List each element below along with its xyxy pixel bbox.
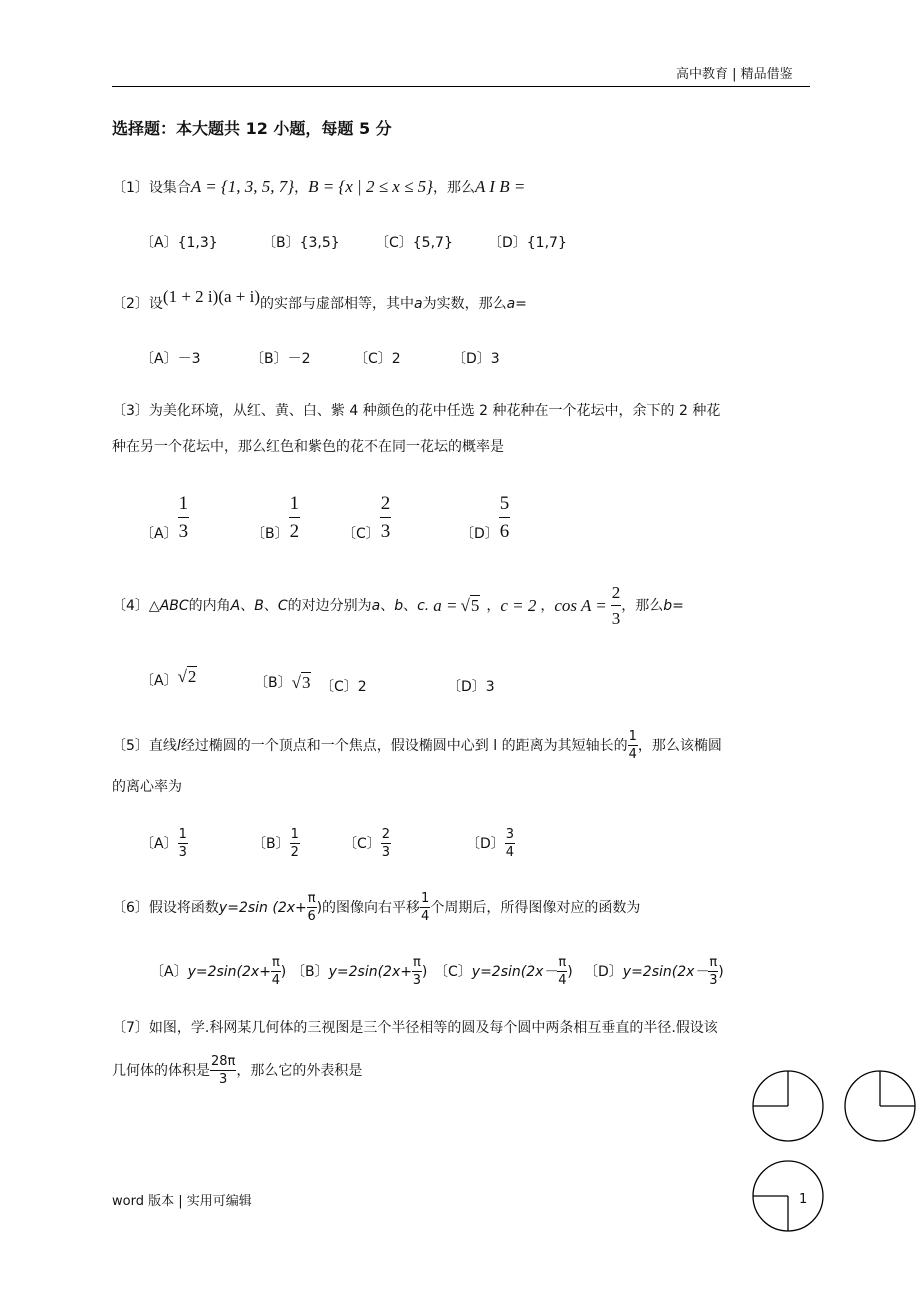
q6-option-d-den: 3 (709, 972, 718, 988)
q6-t1: 的图像向右平移 (322, 899, 421, 916)
q4-side-a: a (371, 597, 381, 614)
q5-option-a-label: 〔A〕 (140, 835, 178, 852)
q5-option-c (343, 828, 391, 859)
q6-option-b-den: 3 (412, 972, 422, 988)
question-5 (112, 730, 722, 761)
q6-frac-pi6 (307, 892, 317, 923)
q5-t1: 经过椭圆的一个顶点和一个焦点，假设椭圆中心到 l 的距离为其短轴长的 (180, 737, 628, 754)
q5-prefix: 〔5〕直线 (112, 737, 177, 754)
q5-option-b-label: 〔B〕 (252, 835, 290, 852)
q2-prefix: 〔2〕设 (112, 296, 163, 312)
q5-option-b-frac (290, 828, 300, 859)
three-view-figure (748, 1068, 920, 1252)
q6-option-c-close: ) (567, 963, 573, 980)
q6-option-d-num: π (709, 955, 718, 970)
q2-var-a: a (413, 296, 423, 312)
q2-suffix-a: 的实部与虚部相等，其中 (259, 296, 414, 312)
q4-prefix: 〔4〕△ (112, 597, 160, 614)
q6-option-b-num: π (412, 955, 421, 970)
q2-option-c: 〔C〕2 (354, 351, 401, 367)
q6-option-a-label: 〔A〕 (150, 963, 188, 980)
question-2 (112, 287, 527, 312)
q3-option-c-den: 3 (380, 520, 391, 542)
q1-option-b: 〔B〕{3,5} (262, 235, 340, 251)
q6-option-c-den: 4 (558, 972, 567, 988)
q6-option-c-num: π (558, 955, 567, 970)
q4-option-a-label: 〔A〕 (140, 672, 178, 689)
q7-volume-frac (210, 1055, 236, 1086)
q3-option-c (342, 494, 391, 542)
q6-option-c-fn: y=2sin(2x－ (471, 963, 558, 980)
q3-option-a-den: 3 (178, 520, 189, 542)
q4-option-b (254, 674, 311, 691)
q4-angle-c: C (277, 597, 288, 614)
q5-option-c-den: 3 (381, 844, 391, 860)
q5-option-d-label: 〔D〕 (466, 835, 505, 852)
q6-function: y=2sin (2x+ (218, 899, 307, 916)
q6-option-b-frac (412, 956, 422, 987)
q4-cos-num: 2 (611, 584, 622, 606)
page-number: 1 (799, 1192, 808, 1207)
q6-pi: π (307, 891, 316, 906)
q2-option-b: 〔B〕－2 (250, 351, 311, 367)
q4-comma2: ， (540, 597, 555, 614)
q2-suffix-b: 为实数，那么 (422, 296, 507, 312)
q7-line-2 (112, 1055, 362, 1086)
q6-option-a-close: ) (280, 963, 287, 980)
q4-side-c: c. (417, 597, 430, 614)
q1-sep: ， (294, 180, 309, 196)
q6-option-d-fn: y=2sin(2x－ (622, 963, 709, 980)
q6-option-b-fn: y=2sin(2x+ (328, 963, 412, 980)
q7-line-2-b: ，那么它的外表积是 (236, 1062, 363, 1079)
front-view (753, 1071, 823, 1141)
q5-frac (628, 730, 638, 761)
q1-expr: A I B = (474, 177, 526, 196)
q3-option-a-label: 〔A〕 (140, 525, 178, 542)
q5-option-d (466, 828, 515, 859)
q6-option-d (584, 956, 724, 987)
page-header: 高中教育 | 精品借鉴 (676, 67, 793, 82)
q3-option-c-label: 〔C〕 (342, 525, 380, 542)
q4-option-a-sqrt: √2 (177, 667, 197, 686)
q5-frac-den: 4 (628, 746, 637, 762)
q3-option-d-frac (499, 494, 511, 542)
q5-option-c-num: 2 (381, 827, 391, 842)
q3-option-b (251, 494, 300, 542)
q3-option-b-label: 〔B〕 (251, 525, 289, 542)
q6-option-a (150, 956, 286, 987)
q5-frac-num: 1 (628, 729, 637, 744)
q6-q-num: 1 (421, 891, 430, 906)
q5-option-a-den: 3 (178, 844, 187, 860)
q4-option-a-radicand: 2 (187, 667, 197, 686)
q3-option-a-num: 1 (178, 494, 190, 518)
q1-set-b: B = {x | 2 ≤ x ≤ 5} (308, 177, 433, 196)
q6-option-b-close: ) (421, 963, 428, 980)
question-1 (112, 178, 525, 195)
q1-option-d: 〔D〕{1,7} (488, 235, 567, 251)
q6-option-c-frac (557, 956, 567, 987)
q4-dot1: 、 (240, 597, 255, 614)
q5-option-b (252, 828, 300, 859)
page-footer: word 版本 | 实用可编辑 (112, 1194, 252, 1209)
q5-option-c-label: 〔C〕 (343, 835, 381, 852)
q5-line-2: 的离心率为 (112, 779, 182, 795)
q4-angle-a: A (230, 597, 241, 614)
q4-option-c: 〔C〕2 (320, 679, 367, 695)
q6-close: ) (316, 899, 323, 916)
q6-option-a-fn: y=2sin(2x+ (187, 963, 271, 980)
q3-option-d (460, 494, 510, 542)
q4-option-d: 〔D〕3 (447, 679, 495, 695)
q6-option-a-frac (271, 956, 281, 987)
q4-option-b-label: 〔B〕 (254, 674, 292, 691)
q3-option-d-num: 5 (499, 494, 511, 518)
q1-option-a: 〔A〕{1,3} (140, 235, 218, 251)
q4-dot4: 、 (403, 597, 418, 614)
side-view (845, 1071, 915, 1141)
q7-line-2-a: 几何体的体积是 (112, 1062, 210, 1079)
q6-option-b-label: 〔B〕 (291, 963, 329, 980)
q6-six: 6 (307, 908, 316, 924)
q5-option-a-frac (178, 828, 188, 859)
q5-t2: ，那么该椭圆 (637, 737, 722, 754)
q5-option-b-den: 2 (290, 844, 299, 860)
q3-line-2: 种在另一个花坛中，那么红色和紫色的花不在同一花坛的概率是 (112, 439, 504, 455)
section-title: 选择题：本大题共 12 小题，每题 5 分 (112, 119, 392, 138)
q3-option-c-num: 2 (380, 494, 392, 518)
q3-line-1: 〔3〕为美化环境，从红、黄、白、紫 4 种颜色的花中任选 2 种花种在一个花坛中，余下的 2 种花 (112, 403, 721, 419)
q4-side-b: b (394, 597, 404, 614)
q5-option-a (140, 828, 188, 859)
q1-prefix: 〔1〕设集合 (112, 180, 191, 196)
q2-option-a: 〔A〕－3 (140, 351, 201, 367)
q4-then: ，那么 (621, 597, 664, 614)
q6-option-b (291, 956, 427, 987)
q6-frac-quarter (420, 892, 430, 923)
q3-option-c-frac (380, 494, 392, 542)
q1-set-a: A = {1, 3, 5, 7} (190, 177, 295, 196)
q4-sqrt-5-radicand: 5 (470, 596, 480, 616)
q4-comma1: ， (486, 597, 501, 614)
q5-option-d-num: 3 (505, 827, 515, 842)
q4-cos: cos A = (554, 596, 607, 616)
q6-option-d-label: 〔D〕 (584, 963, 623, 980)
q3-option-b-den: 2 (289, 520, 300, 542)
q2-expr: (1 + 2 i)(a + i) (162, 287, 260, 306)
q6-t2: 个周期后，所得图像对应的函数为 (430, 899, 641, 916)
q5-option-c-frac (381, 828, 391, 859)
q4-t1: 的内角 (188, 597, 231, 614)
q3-option-b-num: 1 (289, 494, 301, 518)
q3-option-a (140, 494, 189, 542)
q3-option-d-den: 6 (499, 520, 510, 542)
q4-cos-frac (611, 584, 622, 628)
header-rule (112, 86, 810, 87)
q7-vol-den: 3 (219, 1071, 228, 1087)
q1-option-c: 〔C〕{5,7} (375, 235, 453, 251)
q2-var-a2: a= (506, 296, 527, 312)
q6-option-c (434, 956, 573, 987)
q6-option-d-close: ) (718, 963, 724, 980)
q6-option-d-frac (708, 956, 718, 987)
q5-option-a-num: 1 (178, 827, 187, 842)
q4-abc: ABC (159, 597, 189, 614)
q5-option-d-frac (505, 828, 515, 859)
q2-option-d: 〔D〕3 (452, 351, 500, 367)
q1-then: ，那么 (432, 180, 475, 196)
q3-option-a-frac (178, 494, 190, 542)
q4-option-a (140, 667, 197, 689)
q6-prefix: 〔6〕假设将函数 (112, 899, 219, 916)
q4-sqrt-5: √5 (460, 596, 480, 616)
question-6 (112, 892, 640, 923)
top-view (753, 1161, 823, 1231)
q3-option-b-frac (289, 494, 301, 542)
q5-option-b-num: 1 (290, 827, 299, 842)
q7-line-1: 〔7〕如图，学.科网某几何体的三视图是三个半径相等的圆及每个圆中两条相互垂直的半径.假设该 (112, 1020, 718, 1036)
question-4 (112, 584, 684, 628)
q4-b-eq: b= (663, 597, 684, 614)
q4-angle-b: B (254, 597, 264, 614)
q4-option-b-radicand: 3 (301, 673, 311, 692)
q6-option-a-num: π (271, 955, 280, 970)
q4-eq-c: c = 2 (500, 596, 537, 616)
q4-option-b-sqrt: √3 (291, 673, 311, 692)
q5-line-l: l (176, 737, 181, 754)
q3-option-d-label: 〔D〕 (460, 525, 499, 542)
q4-t2: 的对边分别为 (287, 597, 372, 614)
q5-option-d-den: 4 (505, 844, 515, 860)
q4-dot3: 、 (380, 597, 395, 614)
q4-eq-a: a = (433, 596, 458, 616)
q4-cos-den: 3 (611, 608, 621, 628)
q6-q-den: 4 (421, 908, 430, 924)
q4-dot2: 、 (263, 597, 278, 614)
q7-vol-num: 28π (211, 1054, 236, 1069)
q6-option-a-den: 4 (271, 972, 280, 988)
q6-option-c-label: 〔C〕 (434, 963, 472, 980)
